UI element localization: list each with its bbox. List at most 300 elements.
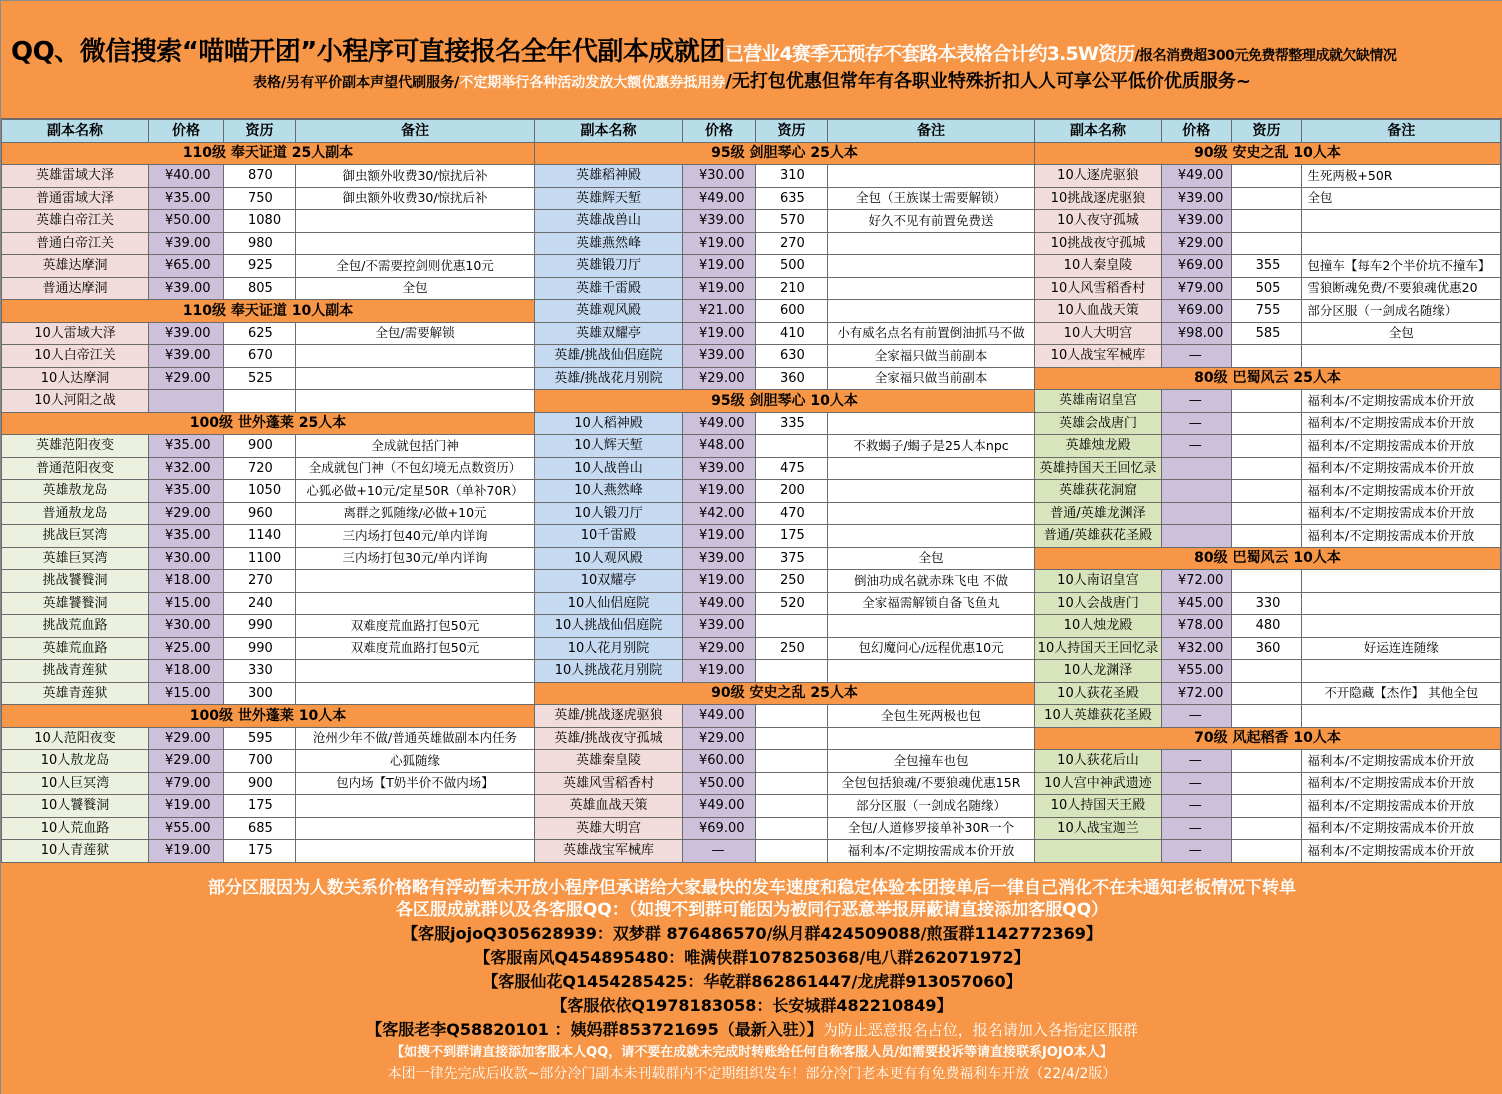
dungeon-name: 10人英雄荻花圣殿 bbox=[1035, 705, 1162, 728]
remark: 福利本/不定期按需成本价开放 bbox=[1302, 435, 1501, 458]
section-header bbox=[2, 412, 535, 435]
header-service: 表格/另有平价副本声望代刷服务/ bbox=[253, 75, 460, 91]
price: ¥49.00 bbox=[683, 795, 756, 818]
remark bbox=[828, 277, 1035, 300]
table-row bbox=[535, 592, 1035, 615]
price: — bbox=[1161, 840, 1231, 863]
remark bbox=[1302, 232, 1501, 255]
price: — bbox=[1161, 390, 1231, 413]
table-row bbox=[535, 480, 1035, 503]
dungeon-name: 英雄稻神殿 bbox=[535, 165, 683, 188]
price: ¥30.00 bbox=[683, 165, 756, 188]
dungeon-name: 英雄/挑战仙侣庭院 bbox=[535, 345, 683, 368]
seniority: 360 bbox=[756, 367, 828, 390]
seniority bbox=[1231, 345, 1302, 368]
price: ¥49.00 bbox=[683, 187, 756, 210]
dungeon-name: 英雄/挑战逐虎驱狼 bbox=[535, 705, 683, 728]
price: ¥39.00 bbox=[149, 345, 224, 368]
seniority bbox=[756, 435, 828, 458]
price: ¥29.00 bbox=[149, 727, 224, 750]
price: — bbox=[1161, 705, 1231, 728]
seniority: 1080 bbox=[224, 210, 296, 233]
remark: 全包生死两极也包 bbox=[828, 705, 1035, 728]
price: ¥30.00 bbox=[149, 547, 224, 570]
table-row bbox=[2, 750, 535, 773]
section-header bbox=[535, 142, 1035, 165]
header-line-1 bbox=[11, 31, 1501, 71]
section-title: 90级 安史之乱 10人本 bbox=[1035, 142, 1501, 165]
dungeon-name: 10人烛龙殿 bbox=[1035, 615, 1162, 638]
price: — bbox=[1161, 795, 1231, 818]
price: ¥35.00 bbox=[149, 480, 224, 503]
price: ¥39.00 bbox=[149, 277, 224, 300]
seniority bbox=[1231, 772, 1302, 795]
remark bbox=[296, 840, 535, 863]
seniority: 900 bbox=[224, 772, 296, 795]
table-row bbox=[535, 547, 1035, 570]
seniority bbox=[1231, 457, 1302, 480]
price: ¥39.00 bbox=[683, 547, 756, 570]
remark: 三内场打包30元/单内详询 bbox=[296, 547, 535, 570]
seniority bbox=[1231, 660, 1302, 683]
remark bbox=[1302, 592, 1501, 615]
dungeon-name: 10人会战唐门 bbox=[1035, 592, 1162, 615]
section-header bbox=[1035, 727, 1501, 750]
price: ¥32.00 bbox=[149, 457, 224, 480]
remark bbox=[828, 457, 1035, 480]
seniority: 335 bbox=[756, 412, 828, 435]
table-row bbox=[2, 525, 535, 548]
table-row bbox=[535, 322, 1035, 345]
seniority: 200 bbox=[756, 480, 828, 503]
price: ¥45.00 bbox=[1161, 592, 1231, 615]
remark bbox=[296, 345, 535, 368]
seniority bbox=[1231, 817, 1302, 840]
dungeon-name: 普通范阳夜变 bbox=[2, 457, 149, 480]
seniority: 635 bbox=[756, 187, 828, 210]
remark: 离群之狐随缘/必做+10元 bbox=[296, 502, 535, 525]
seniority: 175 bbox=[756, 525, 828, 548]
dungeon-name: 10人花月别院 bbox=[535, 637, 683, 660]
col-header-name: 副本名称 bbox=[2, 120, 149, 143]
price: ¥19.00 bbox=[149, 795, 224, 818]
section-title: 90级 安史之乱 25人本 bbox=[535, 682, 1035, 705]
seniority bbox=[1231, 840, 1302, 863]
table-row bbox=[2, 165, 535, 188]
table-row bbox=[2, 592, 535, 615]
footer-line-1: 部分区服因为人数关系价格略有浮动暂未开放小程序但承诺给大家最快的发车速度和稳定体验本团接单后一律自己消化不在未通知老板情况下转单 bbox=[208, 878, 1296, 895]
table-row bbox=[1035, 772, 1501, 795]
price: ¥29.00 bbox=[149, 367, 224, 390]
table-row bbox=[1035, 210, 1501, 233]
dungeon-name: 英雄秦皇陵 bbox=[535, 750, 683, 773]
dungeon-name: 10人夜守孤城 bbox=[1035, 210, 1162, 233]
seniority bbox=[756, 840, 828, 863]
price: ¥69.00 bbox=[1161, 255, 1231, 278]
dungeon-name: 英雄大明宫 bbox=[535, 817, 683, 840]
table-row bbox=[1035, 502, 1501, 525]
remark: 部分区服（一剑成名随缘） bbox=[1302, 300, 1501, 323]
seniority bbox=[1231, 750, 1302, 773]
remark: 雪狼断魂免费/不要狼魂优惠20 bbox=[1302, 277, 1501, 300]
seniority bbox=[1231, 480, 1302, 503]
table-row bbox=[535, 367, 1035, 390]
col-header-price: 价格 bbox=[1161, 120, 1231, 143]
seniority: 175 bbox=[224, 840, 296, 863]
table-row bbox=[2, 480, 535, 503]
table-row bbox=[2, 457, 535, 480]
dungeon-name: 10人荻花圣殿 bbox=[1035, 682, 1162, 705]
dungeon-name: 英雄战兽山 bbox=[535, 210, 683, 233]
remark: 福利本/不定期按需成本价开放 bbox=[1302, 772, 1501, 795]
dungeon-name: 10人挑战仙侣庭院 bbox=[535, 615, 683, 638]
seniority: 310 bbox=[756, 165, 828, 188]
table-row bbox=[535, 795, 1035, 818]
price: ¥19.00 bbox=[149, 840, 224, 863]
seniority: 240 bbox=[224, 592, 296, 615]
col-header-price: 价格 bbox=[149, 120, 224, 143]
remark bbox=[296, 817, 535, 840]
seniority bbox=[1231, 682, 1302, 705]
price: ¥48.00 bbox=[683, 435, 756, 458]
dungeon-name: 英雄锻刀厅 bbox=[535, 255, 683, 278]
remark: 全包/不需要控剑则优惠10元 bbox=[296, 255, 535, 278]
table-row bbox=[535, 817, 1035, 840]
price: ¥19.00 bbox=[683, 570, 756, 593]
remark bbox=[828, 412, 1035, 435]
seniority bbox=[756, 705, 828, 728]
dungeon-name: 挑战荒血路 bbox=[2, 615, 149, 638]
table-row bbox=[1035, 165, 1501, 188]
table-row bbox=[1035, 615, 1501, 638]
remark bbox=[1302, 210, 1501, 233]
dungeon-name: 10人燕然峰 bbox=[535, 480, 683, 503]
dungeon-name: 10人宫中神武遗迹 bbox=[1035, 772, 1162, 795]
dungeon-name: 10人范阳夜变 bbox=[2, 727, 149, 750]
table-row bbox=[1035, 570, 1501, 593]
dungeon-name: 10人达摩洞 bbox=[2, 367, 149, 390]
remark: 福利本/不定期按需成本价开放 bbox=[1302, 750, 1501, 773]
price: — bbox=[1161, 750, 1231, 773]
table-row bbox=[535, 705, 1035, 728]
remark bbox=[828, 502, 1035, 525]
price: — bbox=[683, 840, 756, 863]
col-header-zl: 资历 bbox=[756, 120, 828, 143]
section-title: 100级 世外蓬莱 10人本 bbox=[2, 705, 535, 728]
price: ¥19.00 bbox=[683, 660, 756, 683]
price: ¥60.00 bbox=[683, 750, 756, 773]
seniority: 585 bbox=[1231, 322, 1302, 345]
remark: 心狐必做+10元/定星50R（单补70R） bbox=[296, 480, 535, 503]
section-title: 95级 剑胆琴心 10人本 bbox=[535, 390, 1035, 413]
table-row bbox=[2, 682, 535, 705]
price bbox=[1161, 480, 1231, 503]
remark: 全包 bbox=[828, 547, 1035, 570]
table-row bbox=[1035, 255, 1501, 278]
section-header bbox=[1035, 367, 1501, 390]
dungeon-name: 10人稻神殿 bbox=[535, 412, 683, 435]
header-discount: /无打包优惠但常年有各职业特殊折扣人人可享公平低价优质服务~ bbox=[725, 71, 1251, 92]
header-title: QQ、微信搜索“喵喵开团”小程序可直接报名全年代副本成就团 bbox=[11, 37, 725, 67]
table-row bbox=[2, 727, 535, 750]
dungeon-name: 10人持国天王殿 bbox=[1035, 795, 1162, 818]
footer-contact-xianhua: 【客服仙花Q1454285425：华乾群862861447/龙虎群913057060】 bbox=[482, 972, 1022, 991]
dungeon-name: 英雄辉天堑 bbox=[535, 187, 683, 210]
remark: 双难度荒血路打包50元 bbox=[296, 637, 535, 660]
remark bbox=[828, 615, 1035, 638]
price: ¥79.00 bbox=[149, 772, 224, 795]
dungeon-name: 英雄白帝江关 bbox=[2, 210, 149, 233]
dungeon-name: 10千雷殿 bbox=[535, 525, 683, 548]
table-row bbox=[2, 232, 535, 255]
remark bbox=[1302, 570, 1501, 593]
dungeon-name: 英雄烛龙殿 bbox=[1035, 435, 1162, 458]
table-row bbox=[2, 390, 535, 413]
dungeon-name: 挑战青莲狱 bbox=[2, 660, 149, 683]
seniority: 410 bbox=[756, 322, 828, 345]
table-row bbox=[535, 435, 1035, 458]
remark: 全包撞车也包 bbox=[828, 750, 1035, 773]
dungeon-name: 英雄/挑战夜守孤城 bbox=[535, 727, 683, 750]
table-row bbox=[535, 772, 1035, 795]
seniority: 700 bbox=[224, 750, 296, 773]
remark: 生死两极+50R bbox=[1302, 165, 1501, 188]
price: ¥19.00 bbox=[683, 232, 756, 255]
table-row bbox=[1035, 817, 1501, 840]
seniority: 720 bbox=[224, 457, 296, 480]
table-row bbox=[2, 547, 535, 570]
seniority: 250 bbox=[756, 570, 828, 593]
price: ¥21.00 bbox=[683, 300, 756, 323]
price: — bbox=[1161, 412, 1231, 435]
table-row bbox=[535, 660, 1035, 683]
price: — bbox=[1161, 435, 1231, 458]
price: ¥39.00 bbox=[683, 345, 756, 368]
seniority: 595 bbox=[224, 727, 296, 750]
dungeon-name: 英雄雷域大泽 bbox=[2, 165, 149, 188]
remark: 全包（王族谋士需要解锁） bbox=[828, 187, 1035, 210]
seniority bbox=[1231, 502, 1302, 525]
price: ¥55.00 bbox=[149, 817, 224, 840]
table-row bbox=[2, 772, 535, 795]
remark bbox=[828, 300, 1035, 323]
seniority bbox=[1231, 412, 1302, 435]
dungeon-name: 10人挑战花月别院 bbox=[535, 660, 683, 683]
price bbox=[149, 390, 224, 413]
table-row bbox=[1035, 277, 1501, 300]
seniority: 625 bbox=[224, 322, 296, 345]
remark: 双难度荒血路打包50元 bbox=[296, 615, 535, 638]
table-row bbox=[535, 165, 1035, 188]
column-header-row bbox=[2, 120, 535, 143]
seniority: 300 bbox=[224, 682, 296, 705]
section-header bbox=[2, 300, 535, 323]
dungeon-name: 10人锻刀厅 bbox=[535, 502, 683, 525]
section-title: 110级 奉天证道 25人副本 bbox=[2, 142, 535, 165]
remark: 福利本/不定期按需成本价开放 bbox=[1302, 412, 1501, 435]
price bbox=[1161, 457, 1231, 480]
dungeon-name: 普通敖龙岛 bbox=[2, 502, 149, 525]
dungeon-name: 10人血战天策 bbox=[1035, 300, 1162, 323]
price bbox=[1161, 502, 1231, 525]
seniority: 520 bbox=[756, 592, 828, 615]
seniority: 670 bbox=[224, 345, 296, 368]
table-row bbox=[1035, 637, 1501, 660]
price: ¥18.00 bbox=[149, 570, 224, 593]
remark: 不开隐藏【杰作】 其他全包 bbox=[1302, 682, 1501, 705]
dungeon-name: 普通达摩洞 bbox=[2, 277, 149, 300]
remark: 全包 bbox=[296, 277, 535, 300]
remark: 不救蝎子/蝎子是25人本npc bbox=[828, 435, 1035, 458]
price: ¥50.00 bbox=[149, 210, 224, 233]
price: ¥39.00 bbox=[149, 232, 224, 255]
section-title: 80级 巴蜀风云 25人本 bbox=[1035, 367, 1501, 390]
remark bbox=[828, 165, 1035, 188]
seniority bbox=[756, 750, 828, 773]
price: ¥79.00 bbox=[1161, 277, 1231, 300]
col-header-zl: 资历 bbox=[1231, 120, 1302, 143]
seniority: 375 bbox=[756, 547, 828, 570]
table-row bbox=[1035, 412, 1501, 435]
dungeon-name: 英雄风雪稻香村 bbox=[535, 772, 683, 795]
price: ¥55.00 bbox=[1161, 660, 1231, 683]
remark bbox=[296, 660, 535, 683]
remark bbox=[828, 255, 1035, 278]
price: ¥19.00 bbox=[683, 525, 756, 548]
seniority: 250 bbox=[756, 637, 828, 660]
footer-banner bbox=[1, 862, 1502, 1094]
table-row bbox=[2, 502, 535, 525]
dungeon-name: 普通雷域大泽 bbox=[2, 187, 149, 210]
remark: 福利本/不定期按需成本价开放 bbox=[1302, 817, 1501, 840]
price: ¥69.00 bbox=[1161, 300, 1231, 323]
seniority: 960 bbox=[224, 502, 296, 525]
seniority: 360 bbox=[1231, 637, 1302, 660]
table-row bbox=[535, 502, 1035, 525]
dungeon-name: 英雄燕然峰 bbox=[535, 232, 683, 255]
dungeon-name: 英雄血战天策 bbox=[535, 795, 683, 818]
footer-version: 本团一律先完成后收款~部分冷门副本未刊载群内不定期组织发车！部分冷门老本更有有免费福利车开放（22/4/2版） bbox=[387, 1066, 1117, 1082]
remark: 全包 bbox=[1302, 187, 1501, 210]
table-row bbox=[1035, 480, 1501, 503]
price: ¥15.00 bbox=[149, 682, 224, 705]
table-row bbox=[2, 817, 535, 840]
price: ¥39.00 bbox=[683, 457, 756, 480]
table-row bbox=[535, 412, 1035, 435]
remark: 包撞车【每车2个半价坑不撞车】 bbox=[1302, 255, 1501, 278]
dungeon-name: 10人荻花后山 bbox=[1035, 750, 1162, 773]
dungeon-name: 10人雷域大泽 bbox=[2, 322, 149, 345]
table-row bbox=[1035, 795, 1501, 818]
remark: 全成就包括门神 bbox=[296, 435, 535, 458]
table-row bbox=[1035, 232, 1501, 255]
section-title: 95级 剑胆琴心 25人本 bbox=[535, 142, 1035, 165]
section-title: 80级 巴蜀风云 10人本 bbox=[1035, 547, 1501, 570]
seniority: 990 bbox=[224, 637, 296, 660]
remark bbox=[828, 727, 1035, 750]
dungeon-name: 10双耀亭 bbox=[535, 570, 683, 593]
price: ¥19.00 bbox=[683, 255, 756, 278]
header-line-2 bbox=[1, 67, 1502, 93]
remark bbox=[828, 232, 1035, 255]
remark: 三内场打包40元/单内详询 bbox=[296, 525, 535, 548]
remark: 好运连连随缘 bbox=[1302, 637, 1501, 660]
price: — bbox=[1161, 817, 1231, 840]
dungeon-name: 英雄会战唐门 bbox=[1035, 412, 1162, 435]
seniority: 330 bbox=[224, 660, 296, 683]
col-header-name: 副本名称 bbox=[1035, 120, 1162, 143]
price: ¥49.00 bbox=[683, 412, 756, 435]
remark: 福利本/不定期按需成本价开放 bbox=[1302, 795, 1501, 818]
price: ¥98.00 bbox=[1161, 322, 1231, 345]
dungeon-name: 10人战兽山 bbox=[535, 457, 683, 480]
seniority: 870 bbox=[224, 165, 296, 188]
section-title: 110级 奉天证道 10人副本 bbox=[2, 300, 535, 323]
table-row bbox=[1035, 840, 1501, 863]
dungeon-name: 10人辉天堑 bbox=[535, 435, 683, 458]
seniority: 210 bbox=[756, 277, 828, 300]
remark: 部分区服（一剑成名随缘） bbox=[828, 795, 1035, 818]
seniority: 925 bbox=[224, 255, 296, 278]
table-row bbox=[1035, 457, 1501, 480]
seniority bbox=[756, 727, 828, 750]
remark: 全包/人道修罗接单补30R一个 bbox=[828, 817, 1035, 840]
table-row bbox=[2, 660, 535, 683]
dungeon-name: 10挑战夜守孤城 bbox=[1035, 232, 1162, 255]
remark: 心狐随缘 bbox=[296, 750, 535, 773]
price: ¥29.00 bbox=[683, 637, 756, 660]
dungeon-name: 10挑战逐虎驱狼 bbox=[1035, 187, 1162, 210]
table-row bbox=[1035, 322, 1501, 345]
seniority bbox=[756, 795, 828, 818]
remark: 包幻魔问心/远程优惠10元 bbox=[828, 637, 1035, 660]
table-row bbox=[535, 232, 1035, 255]
section-header bbox=[535, 682, 1035, 705]
dungeon-name: 英雄敖龙岛 bbox=[2, 480, 149, 503]
price: ¥72.00 bbox=[1161, 682, 1231, 705]
price: ¥69.00 bbox=[683, 817, 756, 840]
dungeon-name: 10人敖龙岛 bbox=[2, 750, 149, 773]
remark: 全成就包门神（不包幻境无点数资历） bbox=[296, 457, 535, 480]
remark bbox=[828, 660, 1035, 683]
price: ¥42.00 bbox=[683, 502, 756, 525]
seniority: 600 bbox=[756, 300, 828, 323]
price: ¥29.00 bbox=[149, 750, 224, 773]
table-row bbox=[1035, 525, 1501, 548]
dungeon-name: 英雄荻花洞窟 bbox=[1035, 480, 1162, 503]
table-row bbox=[535, 637, 1035, 660]
remark: 福利本/不定期按需成本价开放 bbox=[1302, 840, 1501, 863]
table-row bbox=[535, 525, 1035, 548]
dungeon-name: 英雄持国天王回忆录 bbox=[1035, 457, 1162, 480]
seniority bbox=[1231, 187, 1302, 210]
seniority: 1100 bbox=[224, 547, 296, 570]
table-column-2 bbox=[534, 119, 1035, 863]
table-row bbox=[535, 615, 1035, 638]
table-column-3 bbox=[1034, 119, 1501, 863]
table-row bbox=[535, 457, 1035, 480]
dungeon-name: 10人河阳之战 bbox=[2, 390, 149, 413]
col-header-price: 价格 bbox=[683, 120, 756, 143]
remark: 全家福需解锁自备飞鱼丸 bbox=[828, 592, 1035, 615]
price: ¥30.00 bbox=[149, 615, 224, 638]
table-row bbox=[2, 840, 535, 863]
price: ¥19.00 bbox=[683, 277, 756, 300]
dungeon-name: 10人南诏皇宫 bbox=[1035, 570, 1162, 593]
remark: 沧州少年不做/普通英雄做副本内任务 bbox=[296, 727, 535, 750]
table-row bbox=[1035, 390, 1501, 413]
price: ¥32.00 bbox=[1161, 637, 1231, 660]
